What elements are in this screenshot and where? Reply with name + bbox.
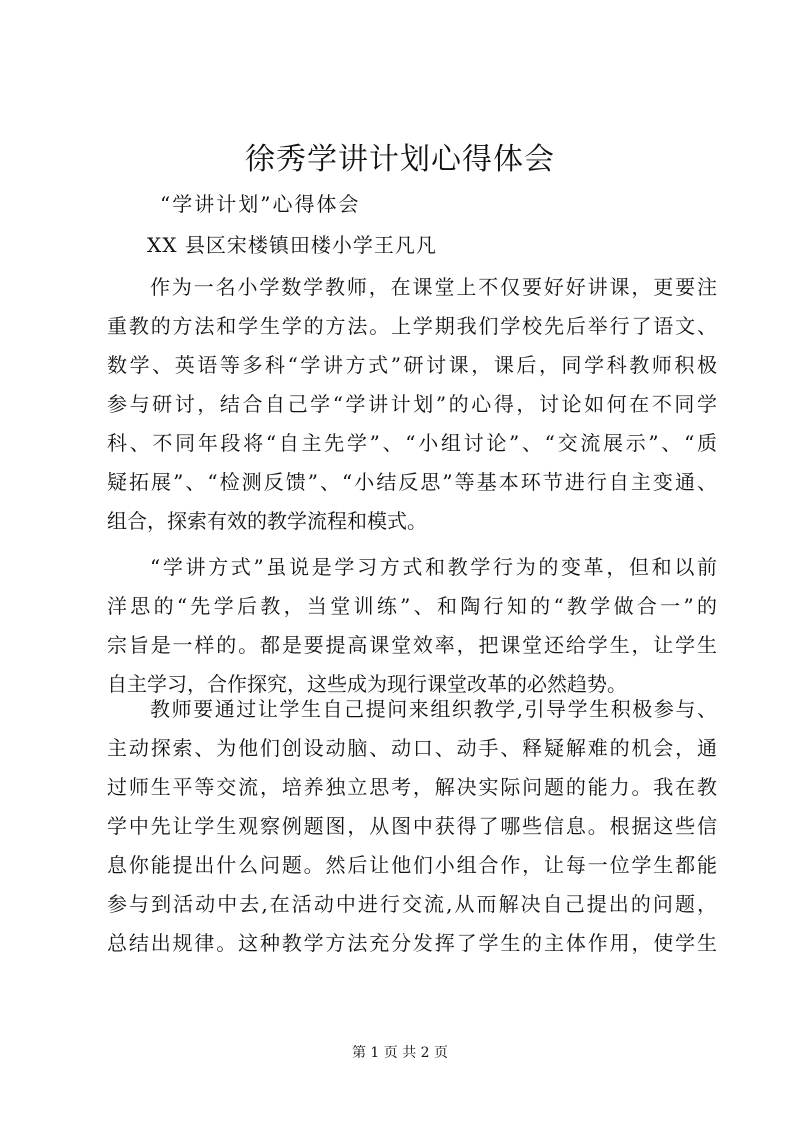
document-subtitle: “学讲计划”心得体会: [160, 192, 361, 216]
paragraph-line: 洋思的“先学后教，当堂训练”、和陶行知的“教学做合一”的: [107, 594, 717, 618]
paragraph-line: 宗旨是一样的。都是要提高课堂效率，把课堂还给学生，让学生: [107, 633, 717, 657]
paragraph-line: “学讲方式”虽说是学习方式和教学行为的变革，但和以前: [150, 555, 717, 579]
author-line: XX 县区宋楼镇田楼小学王凡凡: [147, 233, 437, 257]
paragraph-line: 息你能提出什么问题。然后让他们小组合作，让每一位学生都能: [107, 853, 717, 877]
paragraph-line: 学中先让学生观察例题图，从图中获得了哪些信息。根据这些信: [107, 814, 717, 838]
document-title: 徐秀学讲计划心得体会: [245, 142, 555, 177]
paragraph-3: [107, 690, 717, 963]
paragraph-line: 组合，探索有效的教学流程和模式。: [107, 509, 427, 533]
paragraph-line: 参与研讨，结合自己学“学讲计划”的心得，讨论如何在不同学: [107, 392, 717, 416]
paragraph-line: 数学、英语等多科“学讲方式”研讨课，课后，同学科教师积极: [107, 353, 717, 377]
paragraph-line: 重教的方法和学生学的方法。上学期我们学校先后举行了语文、: [107, 314, 717, 338]
paragraph-line: 疑拓展”、“检测反馈”、“小结反思”等基本环节进行自主变通、: [107, 470, 717, 494]
paragraph-1: [107, 268, 717, 541]
paragraph-line: 自主学习，合作探究，这些成为现行课堂改革的必然趋势。: [107, 672, 627, 696]
paragraph-line: 参与到活动中去,在活动中进行交流,从而解决自己提出的问题，: [107, 892, 717, 916]
paragraph-2: [107, 548, 717, 704]
paragraph-line: 主动探索、为他们创设动脑、动口、动手、释疑解难的机会，通: [107, 736, 717, 760]
paragraph-line: 总结出规律。这种教学方法充分发挥了学生的主体作用，使学生: [107, 931, 717, 955]
paragraph-line: 教师要通过让学生自己提问来组织教学,引导学生积极参与、: [150, 697, 717, 721]
paragraph-line: 科、不同年段将“自主先学”、“小组讨论”、“交流展示”、“质: [107, 431, 717, 455]
paragraph-line: 过师生平等交流，培养独立思考，解决实际问题的能力。我在教: [107, 775, 717, 799]
page-footer: 第 1 页 共 2 页: [351, 1045, 449, 1061]
paragraph-line: 作为一名小学数学教师，在课堂上不仅要好好讲课，更要注: [150, 275, 717, 299]
